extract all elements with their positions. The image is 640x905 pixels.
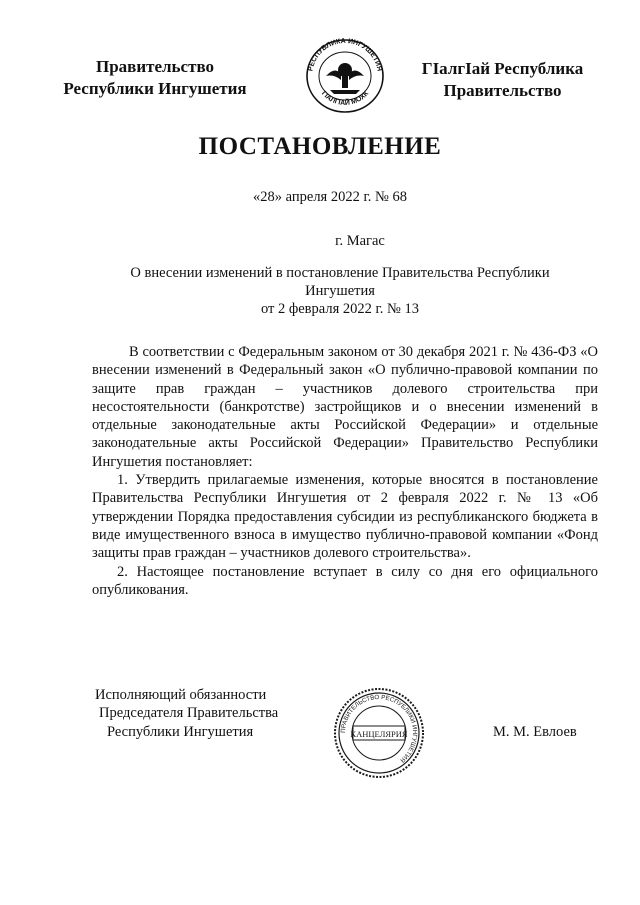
document-body xyxy=(92,343,598,599)
header-left xyxy=(40,56,270,100)
body-paragraph-item2: 2. Настоящее постановление вступает в силу со дня его официального опубликования. xyxy=(92,563,598,598)
header-right xyxy=(395,58,610,102)
office-seal xyxy=(332,686,426,780)
emblem-text-bottom: ГIАЛГIАЙ МОХК xyxy=(319,90,371,108)
republic-emblem xyxy=(300,36,390,114)
document-city: г. Магас xyxy=(335,233,385,249)
body-paragraph-item1: 1. Утвердить прилагаемые изменения, которые вносятся в постановление Правительства Республики Ингушетия от 2 февраля 2022 г. № 13 «Об утверждении Порядка предоставления субсидии из республиканского бюджета в виде имущественного взноса в имущество публично-правовой компании «Фонд защиты прав граждан – участников долевого строительства». xyxy=(92,472,598,562)
subject-line3: от 2 февраля 2022 г. № 13 xyxy=(260,301,420,317)
emblem-text-top: РЕСПУБЛИКА ИНГУШЕТИЯ xyxy=(307,37,383,72)
body-paragraph-preamble: В соответствии с Федеральным законом от 30 декабря 2021 г. № 436-ФЗ «О внесении изменений в Федеральный закон «О публично-правовой компании по защите прав граждан – участников долевого строительства при несостоятельности (банкротстве) застройщиков и о внесении изменений в отдельные законодательные акты Российской Федерации» и отдельные законодательные акты Российской Федерации» Правительство Республики Ингушетия постановляет: xyxy=(92,344,598,470)
signatory-line2: Председателя Правительства xyxy=(99,705,279,722)
seal-ring-text: ПРАВИТЕЛЬСТВО РЕСПУБЛИКИ ИНГУШЕТИЯ xyxy=(339,693,419,764)
document-title: ПОСТАНОВЛЕНИЕ xyxy=(198,133,442,160)
header-left-line2: Республики Ингушетия xyxy=(63,79,247,98)
subject-line2: Ингушетия xyxy=(305,283,375,299)
signatory-title xyxy=(95,686,278,741)
signer-name: М. М. Евлоев xyxy=(493,724,577,740)
signatory-line3: Республики Ингушетия xyxy=(107,723,254,740)
document-date: «28» апреля 2022 г. № 68 xyxy=(253,189,407,205)
header-right-line2: Правительство xyxy=(443,81,562,100)
document-subject xyxy=(20,264,640,318)
header-left-line1: Правительство xyxy=(95,57,215,76)
seal-center-text: КАНЦЕЛЯРИЯ xyxy=(350,729,408,739)
subject-line1: О внесении изменений в постановление Правительства Республики xyxy=(130,265,550,281)
signatory-line1: Исполняющий обязанности xyxy=(95,687,267,703)
header-right-line1: ГIалгIай Республика xyxy=(421,59,584,78)
